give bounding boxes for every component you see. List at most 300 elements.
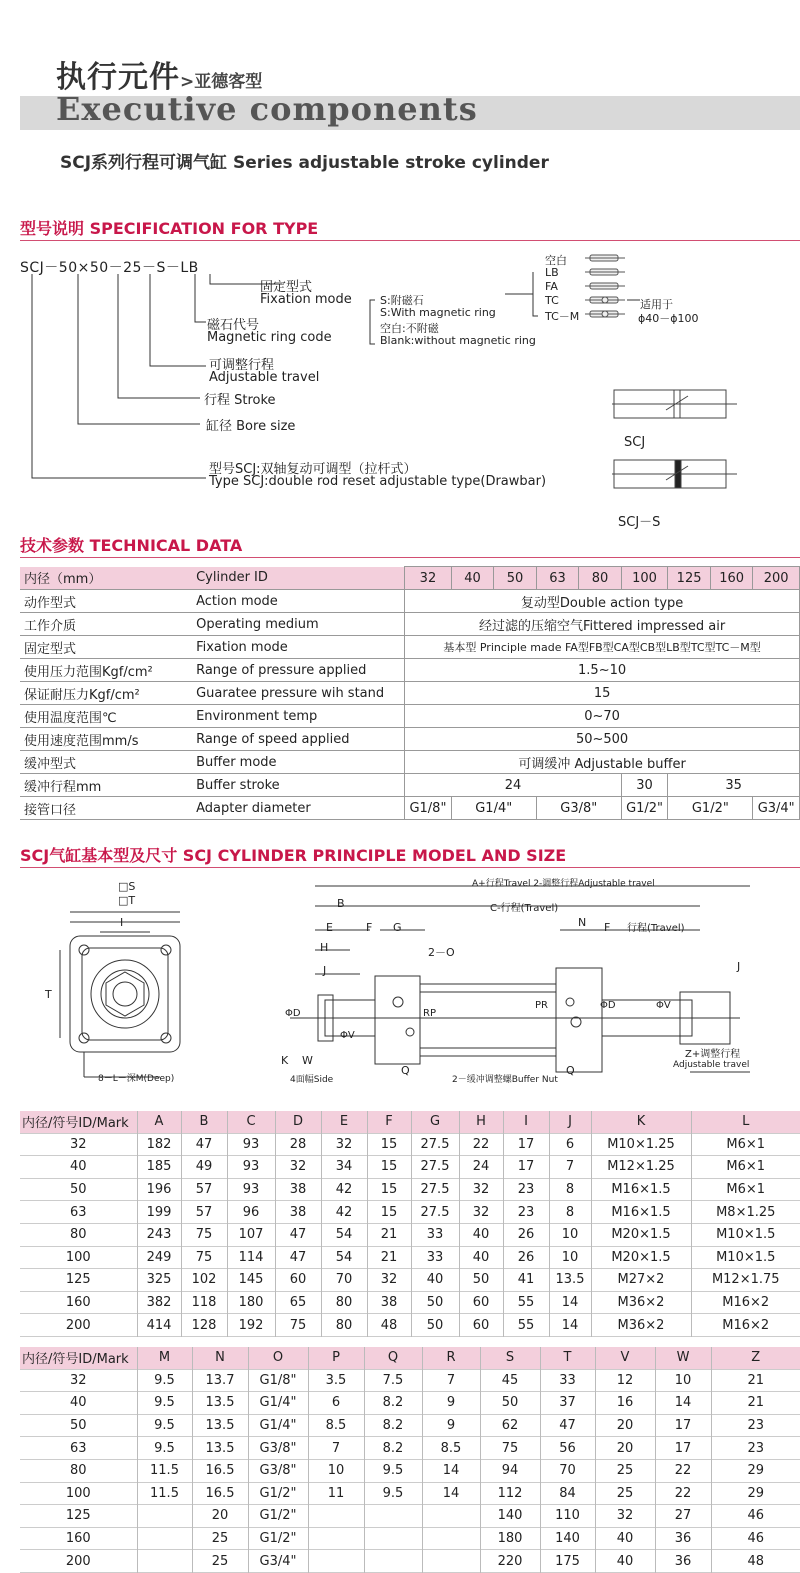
cell-id: 80 (69, 1227, 87, 1243)
cell-value: 33 (411, 1246, 459, 1269)
label-buffer-nut: 2－缓冲调整螺Buffer Nut (452, 1075, 558, 1085)
cell-value (308, 1505, 364, 1528)
cell-id: 200 (65, 1553, 91, 1569)
cell-value: 62 (480, 1414, 540, 1437)
cell-id: 63 (69, 1440, 87, 1456)
tech-table (20, 566, 800, 820)
cell-value: 23 (711, 1437, 800, 1460)
model-divider (20, 867, 800, 868)
cell-value: 9.5 (364, 1459, 422, 1482)
cell-value: M16×2 (691, 1291, 800, 1314)
table-row (20, 1437, 800, 1460)
cell-id: 160 (65, 1531, 91, 1547)
cell-value: 75 (480, 1437, 540, 1460)
suit-label: 适用于 (640, 298, 673, 311)
cell-value: 3.5 (308, 1369, 364, 1392)
cell-value: 114 (227, 1246, 275, 1269)
cell-value: 96 (227, 1201, 275, 1224)
cell-value: 8.5 (422, 1437, 480, 1460)
tech-id: 100 (621, 567, 668, 590)
cell-value: 7.5 (364, 1369, 422, 1392)
cell-value: 10 (308, 1459, 364, 1482)
cell-id: 50 (69, 1418, 87, 1434)
cell-value: B (181, 1111, 227, 1133)
cell-value: 32 (275, 1156, 321, 1179)
cell-value: 243 (137, 1223, 181, 1246)
cell-value: 15 (367, 1156, 411, 1179)
cell-value: 199 (137, 1201, 181, 1224)
cell-value: M12×1.75 (691, 1269, 800, 1292)
magnet-opt-1: S:附磁石 (380, 294, 424, 307)
label-f: F (366, 921, 373, 934)
cell-value: 220 (480, 1550, 540, 1573)
label-j2: J (737, 960, 741, 973)
table-row (20, 1156, 800, 1179)
tech-cn: 使用速度范围mm/s (24, 733, 139, 749)
cell-value: 175 (540, 1550, 595, 1573)
cell-value: 382 (137, 1291, 181, 1314)
cell-value: 21 (367, 1246, 411, 1269)
tech-val: 可调缓冲 Adjustable buffer (405, 751, 800, 774)
cell-value: 6 (308, 1392, 364, 1415)
tech-en: Guaratee pressure wih stand (196, 685, 385, 701)
cell-value: 112 (480, 1482, 540, 1505)
label-g: G (393, 921, 402, 934)
cell-value: I (503, 1111, 549, 1133)
cell-value: 29 (711, 1482, 800, 1505)
cell-value: M36×2 (591, 1314, 691, 1337)
tech-row (20, 613, 800, 636)
cell-value (422, 1527, 480, 1550)
cell-value: 15 (367, 1178, 411, 1201)
tech-en: Range of pressure applied (196, 662, 367, 678)
cell-value: 70 (540, 1459, 595, 1482)
tech-val: 35 (668, 774, 800, 797)
cell-value: 93 (227, 1156, 275, 1179)
cell-value: 13.7 (192, 1369, 248, 1392)
tech-row (20, 659, 800, 682)
table-row (20, 1527, 800, 1550)
cell-value: 50 (459, 1269, 503, 1292)
cell-value: 325 (137, 1269, 181, 1292)
label-deep: 8－L－深M(Deep) (98, 1074, 175, 1084)
tech-row (20, 590, 800, 613)
cell-value: 11.5 (137, 1459, 192, 1482)
mount-icons (585, 252, 640, 324)
cell-value: 15 (367, 1201, 411, 1224)
magnet-opt-4: Blank:without magnetic ring (380, 334, 536, 347)
label-t-top: □T (118, 894, 136, 907)
cell-value: 23 (503, 1201, 549, 1224)
tech-row (20, 636, 800, 659)
cell-value: 8 (549, 1178, 591, 1201)
cell-value: 32 (595, 1505, 655, 1528)
tech-en: Buffer stroke (196, 777, 280, 793)
cell-value: 40 (459, 1223, 503, 1246)
adj-en: Adjustable travel (209, 370, 320, 385)
cell-value: 46 (711, 1527, 800, 1550)
table-header-row (20, 1347, 800, 1369)
product-title: SCJ系列行程可调气缸 Series adjustable stroke cylinder (60, 153, 549, 173)
cell-value: 32 (459, 1201, 503, 1224)
cell-value: 23 (503, 1178, 549, 1201)
cell-value (137, 1550, 192, 1573)
cell-value: N (192, 1347, 248, 1369)
table-row (20, 1550, 800, 1573)
cell-value: J (549, 1111, 591, 1133)
tech-en: Operating medium (196, 616, 319, 632)
fixation-en: Fixation mode (260, 292, 352, 307)
cell-value: 27 (655, 1505, 711, 1528)
cell-value: G3/4" (248, 1550, 308, 1573)
tech-val: 0~70 (405, 705, 800, 728)
cell-value: 70 (321, 1269, 367, 1292)
cell-id: 40 (69, 1159, 87, 1175)
table-row (20, 1178, 800, 1201)
cell-value: 7 (422, 1369, 480, 1392)
cell-value: 9.5 (364, 1482, 422, 1505)
tech-heading: 技术参数 TECHNICAL DATA (20, 536, 243, 555)
cell-value (308, 1527, 364, 1550)
cell-value: 25 (595, 1459, 655, 1482)
tech-val: 经过滤的压缩空气Fittered impressed air (405, 613, 800, 636)
label-c: C-行程(Travel) (490, 903, 559, 914)
label-z: Z+调整行程 (685, 1049, 741, 1060)
cell-value: A (137, 1111, 181, 1133)
cell-value: Z (711, 1347, 800, 1369)
cell-value: 26 (503, 1246, 549, 1269)
cell-value: 13.5 (549, 1269, 591, 1292)
cell-value: 17 (503, 1133, 549, 1156)
cell-value: G (411, 1111, 459, 1133)
cell-value: 65 (275, 1291, 321, 1314)
cell-value: W (655, 1347, 711, 1369)
cell-value: 7 (308, 1437, 364, 1460)
cell-value: 49 (181, 1156, 227, 1179)
tech-val: 15 (405, 682, 800, 705)
cell-value: 40 (595, 1527, 655, 1550)
title-cn-sub: >亚德客型 (180, 72, 263, 92)
cell-value: 48 (711, 1550, 800, 1573)
cell-value: 80 (321, 1314, 367, 1337)
cell-value: G1/2" (248, 1527, 308, 1550)
label-k: K (281, 1054, 289, 1067)
cell-value: 14 (422, 1459, 480, 1482)
table-row (20, 1269, 800, 1292)
cell-value: M16×2 (691, 1314, 800, 1337)
cell-value: 10 (655, 1369, 711, 1392)
cell-value: G3/8" (248, 1437, 308, 1460)
cell-value: 28 (275, 1133, 321, 1156)
cell-value: T (540, 1347, 595, 1369)
cell-value: M6×1 (691, 1178, 800, 1201)
label-phiv2: ΦV (656, 1000, 671, 1011)
cell-value: M (137, 1347, 192, 1369)
cell-value: 9 (422, 1414, 480, 1437)
cell-value: 14 (549, 1314, 591, 1337)
cell-id: 32 (69, 1136, 87, 1152)
label-side: 4面幅Side (290, 1075, 334, 1085)
cell-value: 140 (540, 1527, 595, 1550)
tech-header-row (20, 567, 800, 590)
magnet-opt-2: S:With magnetic ring (380, 306, 496, 319)
label-phid2: ΦD (600, 1000, 616, 1011)
cell-value: M12×1.25 (591, 1156, 691, 1179)
cell-id: 80 (69, 1463, 87, 1479)
tech-row (20, 728, 800, 751)
tech-en: Fixation mode (196, 639, 288, 655)
cell-value (308, 1550, 364, 1573)
cell-value: 11 (308, 1482, 364, 1505)
tech-en: Adapter diameter (196, 800, 311, 816)
cell-value: 60 (275, 1269, 321, 1292)
cell-value: 38 (367, 1291, 411, 1314)
cell-value: O (248, 1347, 308, 1369)
cell-value: 23 (711, 1414, 800, 1437)
table-row (20, 1314, 800, 1337)
cell-value: 56 (540, 1437, 595, 1460)
cell-value: 36 (655, 1550, 711, 1573)
table-row (20, 1414, 800, 1437)
cell-value: M6×1 (691, 1156, 800, 1179)
cell-value: M16×1.5 (591, 1178, 691, 1201)
label-2o: 2－O (428, 946, 455, 959)
label-i: I (120, 916, 124, 929)
cell-value: 102 (181, 1269, 227, 1292)
cell-value (137, 1505, 192, 1528)
cell-value: 36 (655, 1527, 711, 1550)
tech-row (20, 705, 800, 728)
mount-opt-tcm: TC－M (545, 310, 580, 323)
cell-value: 10 (549, 1246, 591, 1269)
cell-value: 40 (595, 1550, 655, 1573)
cell-value: 110 (540, 1505, 595, 1528)
tech-row (20, 682, 800, 705)
cell-value: 107 (227, 1223, 275, 1246)
spec-divider (20, 240, 800, 241)
cell-value: 8.2 (364, 1437, 422, 1460)
dimension-table-a-l (20, 1111, 800, 1337)
cell-value: 25 (595, 1482, 655, 1505)
cell-value: 54 (321, 1223, 367, 1246)
cell-value (364, 1527, 422, 1550)
cell-id: 内径/符号ID/Mark (22, 1116, 129, 1132)
cell-value: 128 (181, 1314, 227, 1337)
cell-value: 185 (137, 1156, 181, 1179)
cell-value: F (367, 1111, 411, 1133)
tech-id: 50 (494, 567, 537, 590)
mount-opt-blank: 空白 (545, 254, 567, 267)
cell-value: H (459, 1111, 503, 1133)
cell-value: 9.5 (137, 1392, 192, 1415)
cell-id: 160 (65, 1295, 91, 1311)
tech-val: 复动型Double action type (405, 590, 800, 613)
cell-value: 22 (655, 1459, 711, 1482)
cell-value (422, 1505, 480, 1528)
table-row (20, 1459, 800, 1482)
cell-value: D (275, 1111, 321, 1133)
tech-cn: 工作介质 (24, 618, 77, 634)
tech-header-cn: 内径（mm） (24, 572, 102, 588)
table-header-row (20, 1111, 800, 1133)
cell-value: 17 (503, 1156, 549, 1179)
cell-value: 38 (275, 1178, 321, 1201)
cell-value: 13.5 (192, 1437, 248, 1460)
cell-value: C (227, 1111, 275, 1133)
cell-value: 11.5 (137, 1482, 192, 1505)
cell-value: M20×1.5 (591, 1246, 691, 1269)
cell-id: 内径/符号ID/Mark (22, 1352, 129, 1368)
cell-value: 37 (540, 1392, 595, 1415)
cell-value: 33 (411, 1223, 459, 1246)
tech-en: Range of speed applied (196, 731, 350, 747)
fixation-cn: 固定型式 (260, 280, 313, 295)
cell-value: 29 (711, 1459, 800, 1482)
cell-value: 182 (137, 1133, 181, 1156)
cell-value: 118 (181, 1291, 227, 1314)
tech-val: 1.5~10 (405, 659, 800, 682)
cell-value: 12 (595, 1369, 655, 1392)
cell-value: M16×1.5 (591, 1201, 691, 1224)
tech-cn: 接管口径 (24, 802, 77, 818)
cell-value: 8.2 (364, 1414, 422, 1437)
cell-value: 54 (321, 1246, 367, 1269)
cell-value: 27.5 (411, 1133, 459, 1156)
cell-value: G1/2" (248, 1482, 308, 1505)
tech-row-buffer-stroke (20, 774, 800, 797)
tech-divider (20, 557, 800, 558)
table-row (20, 1392, 800, 1415)
cell-value: 249 (137, 1246, 181, 1269)
cell-value: 84 (540, 1482, 595, 1505)
cell-value: R (422, 1347, 480, 1369)
cell-value: 140 (480, 1505, 540, 1528)
cell-value: 47 (275, 1223, 321, 1246)
magnet-cn: 磁石代号 (207, 318, 260, 333)
table-row (20, 1133, 800, 1156)
tech-row (20, 751, 800, 774)
magnet-en: Magnetic ring code (207, 330, 332, 345)
cell-value: 9 (422, 1392, 480, 1415)
label-w: W (302, 1054, 313, 1067)
cell-value: 180 (480, 1527, 540, 1550)
cell-value (364, 1505, 422, 1528)
cell-id: 125 (65, 1272, 91, 1288)
dimension-table-m-z (20, 1347, 800, 1573)
mount-opt-lb: LB (545, 266, 559, 279)
cell-value: G3/8" (248, 1459, 308, 1482)
cell-value: 7 (549, 1156, 591, 1179)
cell-value: 17 (655, 1437, 711, 1460)
table-row (20, 1246, 800, 1269)
cell-value: 27.5 (411, 1156, 459, 1179)
cell-value: 60 (459, 1291, 503, 1314)
table-row (20, 1223, 800, 1246)
tech-cn: 使用温度范围℃ (24, 710, 117, 726)
cell-value: 32 (321, 1133, 367, 1156)
cell-value: 22 (655, 1482, 711, 1505)
mount-opt-tc: TC (545, 294, 559, 307)
cell-value: 145 (227, 1269, 275, 1292)
cell-value (137, 1527, 192, 1550)
tech-id: 200 (753, 567, 800, 590)
tech-id: 125 (668, 567, 711, 590)
cell-value: 180 (227, 1291, 275, 1314)
bore-label: 缸径 Bore size (206, 419, 296, 434)
cell-value: V (595, 1347, 655, 1369)
cell-value: G1/2" (248, 1505, 308, 1528)
tech-cn: 缓冲型式 (24, 756, 77, 772)
cell-value: 80 (321, 1291, 367, 1314)
label-e: E (326, 921, 333, 934)
tech-val: G1/2" (621, 797, 668, 820)
label-f2: F (604, 921, 611, 934)
cell-value: 192 (227, 1314, 275, 1337)
tech-val: G1/8" (405, 797, 452, 820)
cell-value: 75 (181, 1246, 227, 1269)
cell-value: 9.5 (137, 1369, 192, 1392)
cell-value: M10×1.5 (691, 1246, 800, 1269)
label-rp: RP (423, 1008, 436, 1019)
cell-value: 46 (711, 1505, 800, 1528)
label-top-dim: A+行程Travel 2-调整行程Adjustable travel (472, 879, 655, 889)
tech-en: Action mode (196, 593, 278, 609)
cell-value: M6×1 (691, 1133, 800, 1156)
cell-value: 20 (595, 1437, 655, 1460)
cell-value: E (321, 1111, 367, 1133)
label-j: J (323, 964, 327, 977)
cell-value: 40 (459, 1246, 503, 1269)
cell-value: 10 (549, 1223, 591, 1246)
cell-value: 93 (227, 1133, 275, 1156)
cell-value: 55 (503, 1291, 549, 1314)
cell-value: 24 (459, 1156, 503, 1179)
tech-id: 63 (536, 567, 579, 590)
cell-value: 13.5 (192, 1414, 248, 1437)
cell-value: 75 (275, 1314, 321, 1337)
cell-value: 50 (411, 1314, 459, 1337)
cell-id: 100 (65, 1249, 91, 1265)
cell-value: M10×1.25 (591, 1133, 691, 1156)
cell-value: 8.5 (308, 1414, 364, 1437)
label-z2: Adjustable travel (673, 1060, 750, 1070)
cell-value: 34 (321, 1156, 367, 1179)
cell-value: 50 (480, 1392, 540, 1415)
fig-scjs-label: SCJ－S (618, 515, 661, 530)
label-phiv: ΦV (340, 1030, 355, 1041)
cell-id: 63 (69, 1204, 87, 1220)
cell-value: 45 (480, 1369, 540, 1392)
cell-value: M10×1.5 (691, 1223, 800, 1246)
cell-id: 40 (69, 1395, 87, 1411)
spec-heading: 型号说明 SPECIFICATION FOR TYPE (20, 219, 319, 238)
cell-value: 42 (321, 1178, 367, 1201)
cell-value: 8.2 (364, 1392, 422, 1415)
cell-value: 14 (549, 1291, 591, 1314)
cell-value: 38 (275, 1201, 321, 1224)
cell-value: 32 (459, 1178, 503, 1201)
cell-value: 47 (275, 1246, 321, 1269)
cell-value: 94 (480, 1459, 540, 1482)
label-pr: PR (535, 1000, 548, 1011)
label-h: H (320, 941, 329, 954)
cell-value: 9.5 (137, 1437, 192, 1460)
cell-value: 414 (137, 1314, 181, 1337)
cell-value: 40 (411, 1269, 459, 1292)
label-travel: 行程(Travel) (627, 923, 685, 934)
cell-value: 14 (422, 1482, 480, 1505)
tech-cn: 固定型式 (24, 641, 77, 657)
